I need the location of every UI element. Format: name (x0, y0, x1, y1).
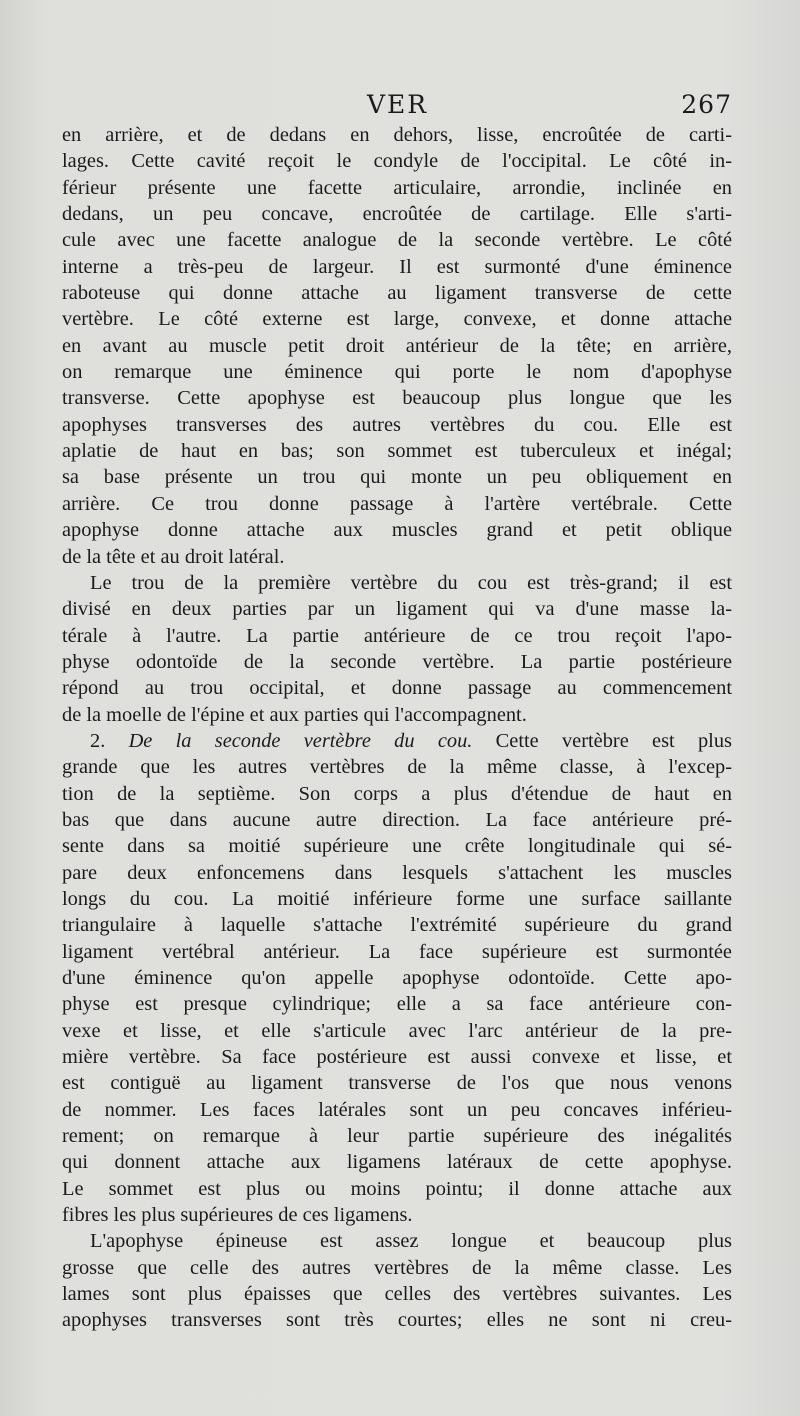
text-line: Le sommet est plus ou moins pointu; il donne attache aux (62, 1177, 732, 1200)
paragraph-end-line: fibres les plus supérieures de ces ligamens. (62, 1204, 413, 1227)
text-line: lages. Cette cavité reçoit le condyle de l'occipital. Le côté in- (62, 150, 732, 173)
section-number: 2. (90, 729, 106, 752)
text-line: répond au trou occipital, et donne passage au commencement (62, 677, 732, 700)
text-line: dedans, un peu concave, encroûtée de cartilage. Elle s'arti- (62, 203, 732, 226)
text-line: grande que les autres vertèbres de la même classe, à l'excep- (62, 756, 732, 779)
text-line: cule avec une facette analogue de la seconde vertèbre. Le côté (62, 229, 732, 252)
text-line: arrière. Ce trou donne passage à l'artère vertébrale. Cette (62, 492, 732, 515)
text-line: d'une éminence qu'on appelle apophyse odontoïde. Cette apo- (62, 967, 732, 989)
text-line-continuation: Cette vertèbre est plus (495, 729, 732, 752)
text-line: mière vertèbre. Sa face postérieure est aussi convexe et lisse, et (62, 1046, 732, 1069)
text-line: apophyses transverses des autres vertèbres du cou. Elle est (62, 413, 732, 436)
text-line: triangulaire à laquelle s'attache l'extrémité supérieure du grand (62, 914, 732, 937)
text-line: aplatie de haut en bas; son sommet est tuberculeux et inégal; (62, 440, 732, 463)
section-heading-line (62, 728, 732, 754)
page-number: 267 (681, 90, 732, 119)
text-line: en arrière, et de dedans en dehors, lisse, encroûtée de carti- (62, 124, 732, 146)
running-head-title: VER (367, 90, 429, 119)
text-line: apophyses transverses sont très courtes; elles ne sont ni creu- (62, 1309, 732, 1332)
section-title: De la seconde vertèbre du cou. (128, 729, 473, 752)
text-line: lames sont plus épaisses que celles des vertèbres suivantes. Les (62, 1283, 732, 1306)
text-line: raboteuse qui donne attache au ligament transverse de cette (62, 282, 732, 305)
text-line: térale à l'autre. La partie antérieure de ce trou reçoit l'apo- (62, 624, 732, 647)
text-line: bas que dans aucune autre direction. La face antérieure pré- (62, 808, 732, 831)
text-line: grosse que celle des autres vertèbres de la même classe. Les (62, 1256, 732, 1279)
paragraph-start-line: Le trou de la première vertèbre du cou est très-grand; il est (90, 571, 732, 594)
text-line: en avant au muscle petit droit antérieur de la tête; en arrière, (62, 334, 732, 357)
body-text (62, 122, 732, 1334)
text-line: longs du cou. La moitié inférieure forme une surface saillante (62, 887, 732, 910)
paragraph-end-line: de la tête et au droit latéral. (62, 545, 285, 568)
text-line: de nommer. Les faces latérales sont un peu concaves inférieu- (62, 1098, 732, 1121)
text-line: est contiguë au ligament transverse de l'os que nous venons (62, 1072, 732, 1095)
text-line: vertèbre. Le côté externe est large, convexe, et donne attache (62, 308, 732, 331)
text-line: qui donnent attache aux ligamens latéraux de cette apophyse. (62, 1151, 732, 1174)
text-line: tion de la septième. Son corps a plus d'étendue de haut en (62, 782, 732, 805)
text-line: physe odontoïde de la seconde vertèbre. La partie postérieure (62, 650, 732, 673)
text-line: physe est presque cylindrique; elle a sa face antérieure con- (62, 993, 732, 1016)
text-line: vexe et lisse, et elle s'articule avec l'arc antérieur de la pre- (62, 1019, 732, 1042)
paragraph-end-line: de la moelle de l'épine et aux parties qui l'accompagnent. (62, 703, 527, 726)
text-line: divisé en deux parties par un ligament qui va d'une masse la- (62, 598, 732, 621)
text-line: ligament vertébral antérieur. La face supérieure est surmontée (62, 940, 732, 963)
text-line: rement; on remarque à leur partie supérieure des inégalités (62, 1125, 732, 1148)
text-line: férieur présente une facette articulaire, arrondie, inclinée en (62, 176, 732, 199)
text-line: apophyse donne attache aux muscles grand et petit oblique (62, 519, 732, 542)
text-line: sente dans sa moitié supérieure une crête longitudinale qui sé- (62, 835, 732, 858)
text-line: sa base présente un trou qui monte un peu obliquement en (62, 466, 732, 489)
text-line: transverse. Cette apophyse est beaucoup plus longue que les (62, 387, 732, 410)
text-line: pare deux enfoncemens dans lesquels s'attachent les muscles (62, 861, 732, 884)
text-line: interne a très-peu de largeur. Il est surmonté d'une éminence (62, 255, 732, 278)
paragraph-start-line: L'apophyse épineuse est assez longue et beaucoup plus (90, 1230, 732, 1253)
text-line: on remarque une éminence qui porte le nom d'apophyse (62, 361, 732, 384)
